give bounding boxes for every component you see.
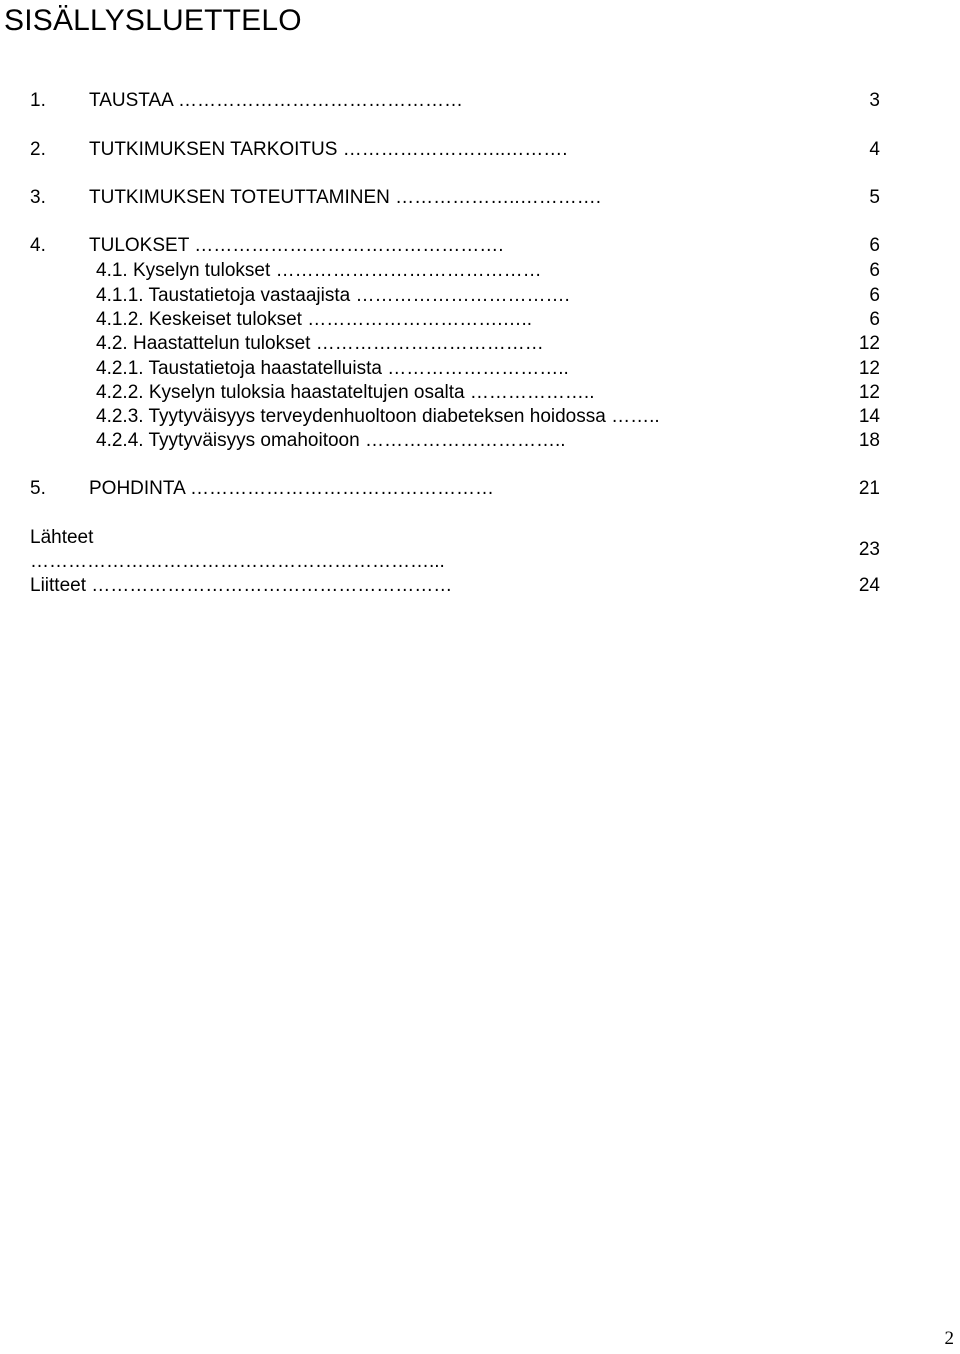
toc-leader-dots: ……………………………. (355, 285, 570, 306)
toc-page-number: 23 (858, 539, 880, 560)
toc-entry-5[interactable] (30, 478, 494, 500)
toc-entry-number: 4.2.2. (96, 382, 144, 403)
toc-entry-number: 4.2. (96, 333, 128, 354)
toc-entry-4-1-1[interactable] (96, 285, 570, 307)
toc-entry-number: 4.1. (96, 260, 128, 281)
toc-leader-dots: ………………..…………. (395, 187, 601, 208)
toc-entry-sources[interactable] (30, 527, 93, 549)
toc-entry-4[interactable] (30, 235, 504, 257)
toc-page-number: 4 (869, 139, 880, 160)
toc-page-number: 24 (858, 575, 880, 596)
toc-entry-appendices[interactable] (30, 575, 452, 597)
toc-entry-title: Kyselyn tuloksia haastateltujen osalta (148, 382, 465, 403)
toc-page-number: 12 (858, 333, 880, 354)
toc-leader-dots: ……………………………………… (178, 90, 464, 111)
toc-entry-title: Keskeiset tulokset (148, 309, 302, 330)
toc-entry-title: TUTKIMUKSEN TARKOITUS (89, 139, 338, 160)
toc-entry-title: Lähteet (30, 527, 94, 548)
toc-leader-dots: ………………………………………………………... (30, 551, 445, 572)
toc-entry-number: 4.2.1. (96, 358, 144, 379)
toc-entry-title: TULOKSET (89, 235, 189, 256)
toc-leader-dots: ……………………….. (387, 358, 569, 379)
toc-entry-4-2[interactable] (96, 333, 544, 355)
toc-page-number: 12 (858, 358, 880, 379)
toc-entry-title: Liitteet (30, 575, 86, 596)
toc-entry-number: 4.2.3. (96, 406, 144, 427)
page-title: SISÄLLYSLUETTELO (4, 4, 302, 37)
toc-entry-title: TUTKIMUKSEN TOTEUTTAMINEN (89, 187, 390, 208)
toc-entry-2[interactable] (30, 139, 568, 161)
toc-entry-number: 5. (30, 478, 46, 499)
toc-entry-number: 4.2.4. (96, 430, 144, 451)
footer-page-number: 2 (944, 1328, 954, 1349)
toc-entry-4-2-4[interactable] (96, 430, 566, 452)
toc-leader-dots: …………………………………… (275, 260, 542, 281)
toc-entry-number: 1. (30, 90, 46, 111)
toc-entry-4-2-1[interactable] (96, 358, 569, 380)
toc-entry-number: 4. (30, 235, 46, 256)
toc-leader-dots: ……………………………… (315, 333, 544, 354)
toc-entry-number: 4.1.2. (96, 309, 144, 330)
toc-leader-dots: ………………………….. (364, 430, 566, 451)
toc-page-number: 12 (858, 382, 880, 403)
toc-page-number: 6 (869, 235, 880, 256)
toc-entry-title: Taustatietoja haastatelluista (148, 358, 382, 379)
toc-leader-dots: …….. (611, 406, 660, 427)
toc-entry-title: Haastattelun tulokset (132, 333, 311, 354)
toc-entry-title: Tyytyväisyys omahoitoon (148, 430, 360, 451)
toc-entry-number: 2. (30, 139, 46, 160)
toc-page-number: 6 (869, 260, 880, 281)
toc-page-number: 6 (869, 309, 880, 330)
toc-entry-title: Tyytyväisyys terveydenhuoltoon diabeteksen hoidossa (148, 406, 606, 427)
toc-entry-title: Kyselyn tulokset (132, 260, 271, 281)
toc-entry-title: TAUSTAA (89, 90, 173, 111)
toc-leader-dots: ………………………………………… (190, 478, 494, 499)
toc-leader-dots: ……………………..………. (342, 139, 568, 160)
toc-entry-3[interactable] (30, 187, 601, 209)
toc-entry-4-2-3[interactable] (96, 406, 660, 428)
toc-entry-number: 4.1.1. (96, 285, 144, 306)
toc-leader-dots: ………………………………………………… (91, 575, 453, 596)
toc-leader-dots: ……………….. (469, 382, 595, 403)
toc-leader-dots: ………………………….….. (307, 309, 533, 330)
toc-page-number: 14 (858, 406, 880, 427)
toc-page-number: 3 (869, 90, 880, 111)
toc-entry-title: POHDINTA (89, 478, 185, 499)
toc-leader-dots: …………………………………………. (194, 235, 504, 256)
toc-page-number: 5 (869, 187, 880, 208)
toc-page-number: 21 (858, 478, 880, 499)
toc-page-number: 6 (869, 285, 880, 306)
toc-page-number: 18 (858, 430, 880, 451)
toc-entry-title: Taustatietoja vastaajista (148, 285, 351, 306)
toc-entry-4-1-2[interactable] (96, 309, 532, 331)
toc-entry-4-1[interactable] (96, 260, 542, 282)
toc-entry-number: 3. (30, 187, 46, 208)
toc-entry-1[interactable] (30, 90, 464, 112)
toc-entry-4-2-2[interactable] (96, 382, 594, 404)
